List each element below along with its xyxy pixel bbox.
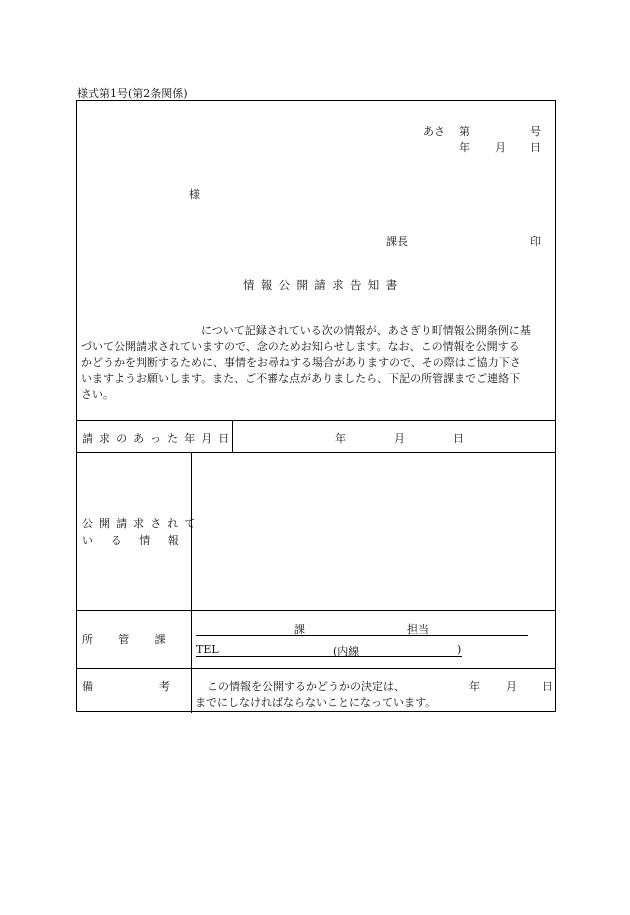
dept-tel-label: TEL: [196, 643, 219, 656]
number-prefix: 第: [459, 125, 470, 138]
date-year-label: 年: [459, 141, 470, 154]
dept-extension-close: ): [457, 643, 462, 656]
divider-line: [191, 452, 192, 713]
body-line: づいて公開請求されていますので、念のためお知らせします。なお、この情報を公開する: [81, 340, 520, 353]
remarks-text: この情報を公開するかどうかの決定は、: [207, 680, 405, 693]
form-caption: 様式第1号(第2条関係): [77, 87, 188, 100]
body-line: かどうかを判断するために、事情をお尋ねする場合がありますので、その際はご協力下さ: [81, 356, 521, 369]
remarks-label: 備考: [82, 680, 236, 693]
divider-line: [77, 420, 555, 421]
date-month-label: 月: [495, 141, 506, 154]
request-date-label: 請求のあった年月日: [82, 432, 236, 445]
dept-extension-label: (内線: [333, 645, 360, 658]
body-line: について記録されている次の情報が、あさぎり町情報公開条例に基: [201, 324, 531, 337]
number-suffix: 号: [530, 125, 541, 138]
requested-info-label-line: 公開請求されて: [82, 517, 202, 530]
seal-mark: 印: [530, 235, 541, 248]
tel-underline: [196, 656, 462, 657]
document-title: 情報公開請求告知書: [243, 278, 404, 292]
requested-info-label-line: いる情報: [82, 534, 197, 547]
remarks-month: 月: [506, 680, 517, 693]
dept-underline: [196, 635, 528, 636]
dept-label: 所管課: [82, 633, 191, 646]
dept-section-suffix: 課: [294, 623, 305, 636]
dept-person-label: 担当: [407, 623, 429, 636]
notice-form: [76, 100, 556, 712]
requested-info-label: [82, 515, 201, 549]
divider-line: [77, 452, 555, 453]
sender-title: 課長: [386, 235, 408, 248]
date-day-label: 日: [530, 141, 541, 154]
request-date-month: 月: [394, 432, 405, 445]
request-date-day: 日: [453, 432, 464, 445]
divider-line: [77, 610, 555, 611]
addressee-suffix: 様: [189, 188, 200, 201]
body-line: いますようお願いします。また、ご不審な点がありましたら、下記の所管課までご連絡下: [81, 372, 521, 385]
remarks-year: 年: [469, 680, 480, 693]
remarks-text: までにしなければならないことになっています。: [195, 696, 437, 709]
remarks-day: 日: [542, 680, 553, 693]
municipality-prefix: あさ: [423, 125, 445, 138]
body-line: さい。: [81, 388, 114, 401]
request-date-year: 年: [335, 432, 346, 445]
divider-line: [77, 668, 555, 669]
